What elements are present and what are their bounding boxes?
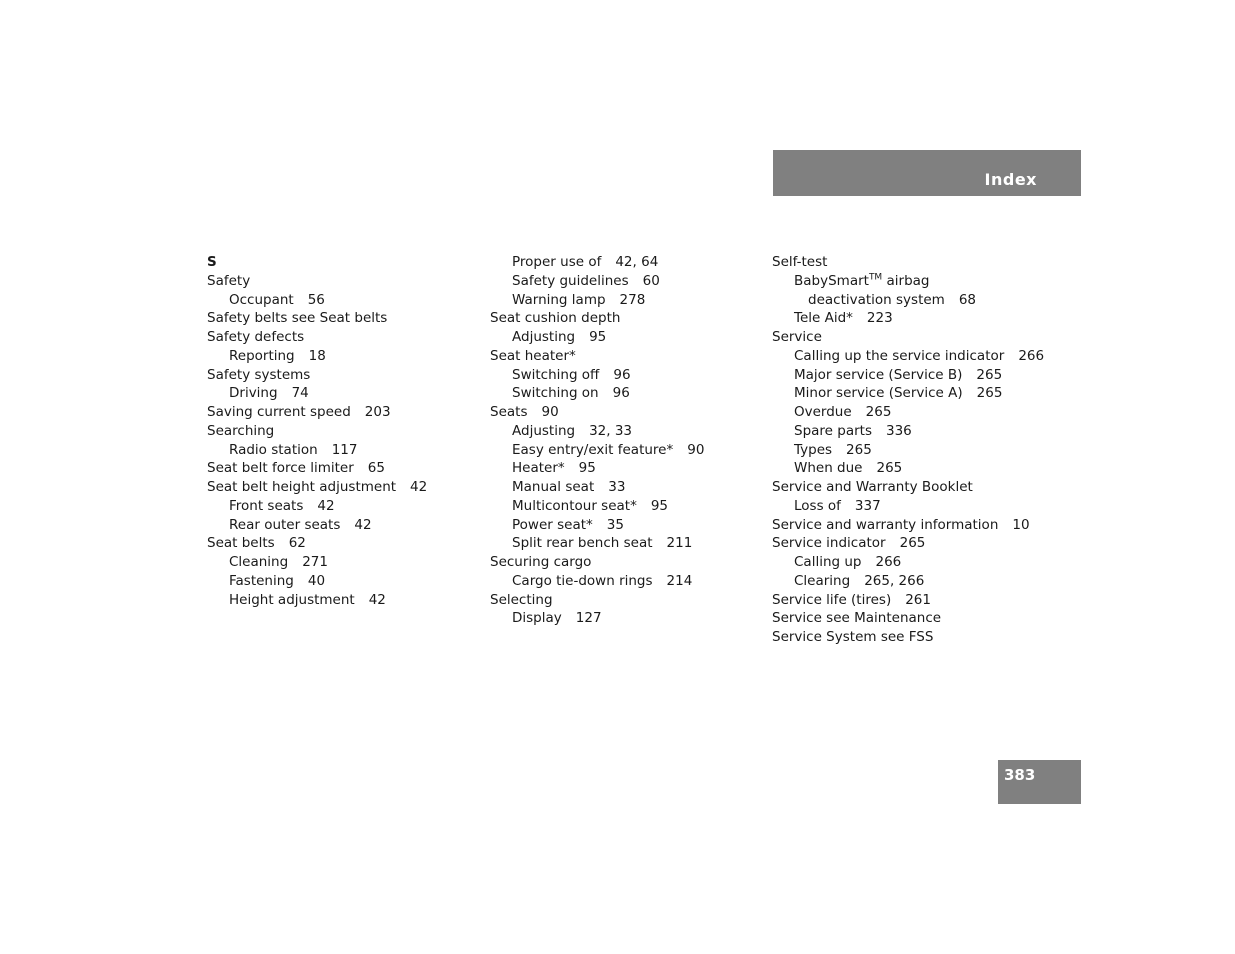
index-term: Power seat* xyxy=(512,516,593,533)
index-entry xyxy=(490,609,760,628)
index-page-ref: 278 xyxy=(619,291,646,308)
index-term: Searching xyxy=(207,422,275,439)
index-term: Display xyxy=(512,610,562,627)
index-term: Selecting xyxy=(490,591,553,608)
index-term: Split rear bench seat xyxy=(512,535,653,552)
index-entry xyxy=(490,441,760,460)
index-page-ref: 96 xyxy=(612,385,630,402)
index-page-ref: 261 xyxy=(905,591,931,608)
index-column-2 xyxy=(490,253,760,628)
index-term: Heater* xyxy=(512,460,565,477)
index-page-ref: 18 xyxy=(308,347,326,364)
index-page-ref: 74 xyxy=(291,385,309,402)
index-term: Service see Maintenance xyxy=(772,610,942,627)
index-term: Occupant xyxy=(229,291,294,308)
index-page-ref: 265 xyxy=(899,535,926,552)
index-term: Overdue xyxy=(794,404,852,420)
index-term: Spare parts xyxy=(794,422,872,439)
index-page-ref: 266 xyxy=(875,554,902,570)
index-term: Loss of xyxy=(794,497,841,514)
index-page-ref: 337 xyxy=(854,497,881,514)
index-page-ref: 32, 33 xyxy=(589,422,633,439)
index-page-ref: 62 xyxy=(288,535,306,552)
section-title: Index xyxy=(984,170,1037,189)
index-term: Saving current speed xyxy=(207,404,351,420)
index-term: Easy entry/exit feature* xyxy=(512,441,674,458)
index-term: Calling up the service indicator xyxy=(794,347,1005,364)
index-entry xyxy=(207,591,477,610)
index-page-ref: 33 xyxy=(608,479,626,495)
index-entry xyxy=(772,272,1042,291)
index-term: BabySmart xyxy=(794,272,869,289)
index-entry xyxy=(772,591,1042,610)
section-header-bar xyxy=(773,150,1081,196)
index-page-ref: 211 xyxy=(666,535,693,552)
index-term: Switching off xyxy=(512,366,600,383)
index-page-ref: 266 xyxy=(1018,347,1045,364)
index-term: Calling up xyxy=(794,554,862,570)
index-entry xyxy=(490,309,760,328)
index-page-ref: 35 xyxy=(606,516,624,533)
index-term: Switching on xyxy=(512,385,599,402)
index-term: Safety guidelines xyxy=(512,272,629,289)
index-term: When due xyxy=(794,460,863,477)
index-page-ref: 265 xyxy=(846,441,872,458)
index-page-ref: 203 xyxy=(364,404,391,420)
index-entry xyxy=(490,366,760,385)
index-page-ref: 271 xyxy=(302,554,328,570)
index-term: deactivation system xyxy=(808,291,945,308)
index-page-ref: 223 xyxy=(866,310,893,327)
index-term: Adjusting xyxy=(512,329,576,345)
index-entry xyxy=(772,441,1042,460)
index-page-ref: 117 xyxy=(331,441,358,458)
index-entry xyxy=(207,347,477,366)
index-term: Major service (Service B) xyxy=(794,366,963,383)
index-term: Adjusting xyxy=(512,422,576,439)
index-term: Seat cushion depth xyxy=(490,310,621,327)
index-page-ref: 42 xyxy=(368,591,386,608)
index-entry xyxy=(772,497,1042,516)
index-page-ref: 265 xyxy=(865,404,892,420)
index-term: Service and warranty information xyxy=(772,516,999,533)
index-term: S xyxy=(207,254,217,270)
index-entry xyxy=(490,534,760,553)
index-entry xyxy=(207,459,477,478)
index-page-ref: 10 xyxy=(1012,516,1030,533)
index-entry xyxy=(490,478,760,497)
index-term: Minor service (Service A) xyxy=(794,385,963,402)
index-term: Service xyxy=(772,329,822,345)
index-term: Reporting xyxy=(229,347,295,364)
index-entry xyxy=(490,497,760,516)
index-term: Radio station xyxy=(229,441,318,458)
index-page-ref: 65 xyxy=(367,460,385,477)
index-term: Fastening xyxy=(229,572,294,589)
index-entry xyxy=(207,328,477,347)
index-entry xyxy=(207,291,477,310)
index-entry xyxy=(772,328,1042,347)
index-entry xyxy=(772,572,1042,591)
index-entry xyxy=(490,384,760,403)
index-term: Proper use of xyxy=(512,254,602,270)
index-term: Height adjustment xyxy=(229,591,355,608)
index-entry xyxy=(490,403,760,422)
index-entry xyxy=(490,459,760,478)
index-page-ref: 96 xyxy=(613,366,631,383)
index-entry xyxy=(772,309,1042,328)
page-number-box xyxy=(998,760,1081,804)
index-entry xyxy=(772,253,1042,272)
index-entry xyxy=(490,272,760,291)
index-term: Safety xyxy=(207,272,251,289)
index-page-ref: 60 xyxy=(642,272,660,289)
index-entry xyxy=(490,553,760,572)
index-entry xyxy=(207,516,477,535)
index-page-ref: 68 xyxy=(958,291,977,308)
index-page-ref: 42 xyxy=(317,497,335,514)
index-page-ref: 90 xyxy=(687,441,705,458)
index-entry xyxy=(772,628,1042,647)
index-entry xyxy=(207,478,477,497)
index-entry xyxy=(490,422,760,441)
index-entry xyxy=(207,384,477,403)
index-page-ref: 90 xyxy=(541,404,559,420)
index-term: Rear outer seats xyxy=(229,516,341,533)
index-entry xyxy=(490,591,760,610)
index-term-suffix: airbag xyxy=(882,272,930,289)
index-term: Cargo tie-down rings xyxy=(512,572,653,589)
index-entry xyxy=(772,347,1045,366)
index-term: Driving xyxy=(229,385,278,402)
index-entry xyxy=(207,403,477,422)
index-entry xyxy=(490,516,760,535)
index-column-3 xyxy=(772,253,1045,647)
index-entry xyxy=(207,534,477,553)
index-term: Self-test xyxy=(772,254,828,270)
index-entry xyxy=(207,309,477,328)
index-term: Safety belts see Seat belts xyxy=(207,310,388,327)
index-entry xyxy=(772,422,1042,441)
index-entry xyxy=(772,384,1042,403)
index-term: Safety systems xyxy=(207,366,311,383)
index-term: Service System see FSS xyxy=(772,629,934,645)
index-entry xyxy=(207,366,477,385)
index-page-ref: 40 xyxy=(307,572,326,589)
index-term: Tele Aid* xyxy=(794,310,853,327)
index-term: Warning lamp xyxy=(512,291,606,308)
index-page-ref: 265 xyxy=(876,460,903,477)
index-page-ref: 214 xyxy=(666,572,693,589)
index-entry xyxy=(207,272,477,291)
index-entry xyxy=(772,403,1042,422)
index-column-1 xyxy=(207,253,477,609)
index-entry xyxy=(772,553,1042,572)
index-entry xyxy=(490,291,760,310)
index-page-ref: 42, 64 xyxy=(615,254,659,270)
index-entry xyxy=(772,366,1042,385)
index-entry xyxy=(772,516,1042,535)
index-page-ref: 265, 266 xyxy=(864,572,925,589)
index-entry xyxy=(207,553,477,572)
index-entry xyxy=(772,291,1042,310)
index-term: Seat heater* xyxy=(490,347,576,364)
index-page-ref: 56 xyxy=(307,291,325,308)
index-page-ref: 95 xyxy=(578,460,596,477)
index-term: Manual seat xyxy=(512,479,595,495)
index-page-ref: 42 xyxy=(354,516,372,533)
index-term: Securing cargo xyxy=(490,554,592,570)
index-term: Seats xyxy=(490,404,528,420)
index-page-ref: 265 xyxy=(976,366,1003,383)
index-page-ref: 95 xyxy=(650,497,669,514)
index-term: Seat belt force limiter xyxy=(207,460,354,477)
index-entry xyxy=(490,347,760,366)
index-entry xyxy=(207,572,477,591)
index-term: Seat belts xyxy=(207,535,275,552)
index-entry xyxy=(490,253,760,272)
index-term: Clearing xyxy=(794,572,851,589)
index-entry xyxy=(207,422,477,441)
index-term: Service indicator xyxy=(772,535,886,552)
index-term: Safety defects xyxy=(207,329,305,345)
index-page-ref: 265 xyxy=(976,385,1003,402)
index-entry xyxy=(772,609,1042,628)
index-entry xyxy=(772,459,1042,478)
index-entry xyxy=(490,572,760,591)
index-entry xyxy=(772,534,1042,553)
index-term: Service life (tires) xyxy=(772,591,892,608)
index-entry xyxy=(207,441,477,460)
index-entry xyxy=(772,478,1042,497)
index-letter-heading xyxy=(207,253,477,272)
trademark-superscript: TM xyxy=(868,272,883,283)
index-page-ref: 336 xyxy=(885,422,912,439)
index-term: Multicontour seat* xyxy=(512,497,637,514)
index-term: Service and Warranty Booklet xyxy=(772,479,973,495)
index-term: Seat belt height adjustment xyxy=(207,479,397,495)
index-page-ref: 42 xyxy=(410,479,428,495)
index-term: Types xyxy=(794,441,833,458)
index-entry xyxy=(490,328,760,347)
index-term: Front seats xyxy=(229,497,304,514)
index-entry xyxy=(207,497,477,516)
index-page-ref: 127 xyxy=(575,610,602,627)
index-page-ref: 95 xyxy=(589,329,607,345)
index-term: Cleaning xyxy=(229,554,289,570)
page-number: 383 xyxy=(1004,766,1036,784)
